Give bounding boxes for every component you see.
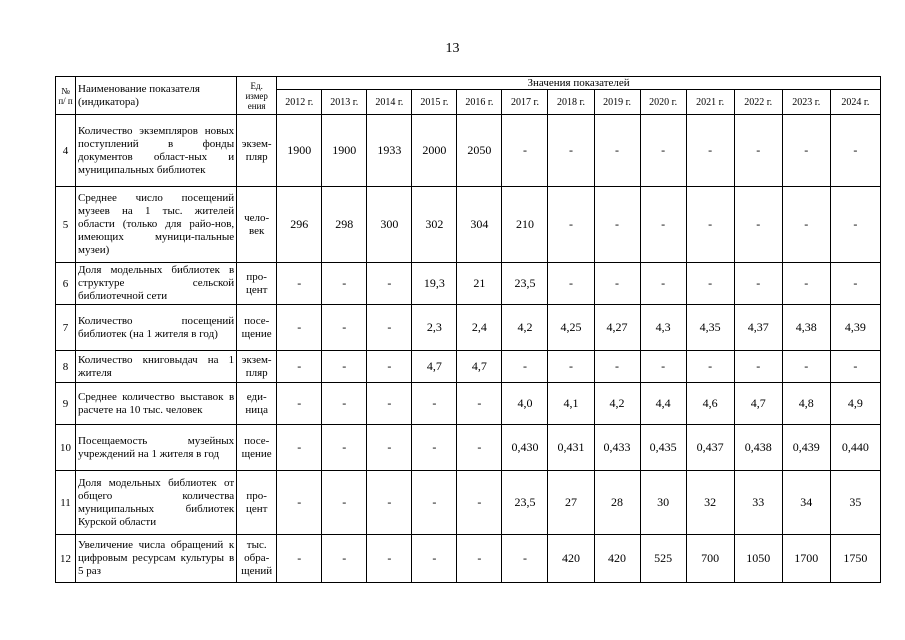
value-cell: 2050 [457, 115, 502, 187]
value-cell: 0,439 [782, 425, 830, 471]
value-cell: - [277, 383, 322, 425]
unit-cell: про-цент [237, 263, 277, 305]
value-cell: - [277, 263, 322, 305]
table-row [56, 305, 881, 351]
value-cell: - [367, 425, 412, 471]
value-cell: 4,27 [594, 305, 640, 351]
row-number: 11 [56, 471, 76, 535]
value-cell: 4,7 [734, 383, 782, 425]
value-cell: - [277, 535, 322, 583]
value-cell: 2000 [412, 115, 457, 187]
value-cell: - [548, 187, 594, 263]
value-cell: - [412, 383, 457, 425]
header-year: 2024 г. [830, 90, 880, 115]
value-cell: 0,438 [734, 425, 782, 471]
value-cell: - [277, 425, 322, 471]
value-cell: - [322, 471, 367, 535]
value-cell: 304 [457, 187, 502, 263]
value-cell: - [594, 263, 640, 305]
value-cell: - [686, 115, 734, 187]
value-cell: - [830, 351, 880, 383]
value-cell: 296 [277, 187, 322, 263]
value-cell: - [367, 383, 412, 425]
table-row [56, 115, 881, 187]
value-cell: 300 [367, 187, 412, 263]
value-cell: 21 [457, 263, 502, 305]
value-cell: - [830, 187, 880, 263]
table-header [56, 77, 881, 115]
value-cell: - [782, 187, 830, 263]
table-row [56, 351, 881, 383]
value-cell: 1750 [830, 535, 880, 583]
table-body [56, 115, 881, 583]
value-cell: - [322, 351, 367, 383]
table-row [56, 383, 881, 425]
value-cell: - [594, 351, 640, 383]
value-cell: - [640, 115, 686, 187]
value-cell: 4,4 [640, 383, 686, 425]
row-number: 7 [56, 305, 76, 351]
value-cell: 210 [502, 187, 548, 263]
value-cell: 1933 [367, 115, 412, 187]
header-year: 2012 г. [277, 90, 322, 115]
indicator-name: Посещаемость музейных учреждений на 1 жителя в год [76, 425, 237, 471]
header-year: 2023 г. [782, 90, 830, 115]
value-cell: - [457, 425, 502, 471]
value-cell: 0,440 [830, 425, 880, 471]
indicator-name: Среднее число посещений музеев на 1 тыс. жителей области (только для райо-нов, имеющих муници-пальные музеи) [76, 187, 237, 263]
value-cell: 4,37 [734, 305, 782, 351]
value-cell: 4,38 [782, 305, 830, 351]
header-year: 2015 г. [412, 90, 457, 115]
value-cell: 1900 [277, 115, 322, 187]
value-cell: 420 [594, 535, 640, 583]
value-cell: - [367, 535, 412, 583]
value-cell: - [502, 535, 548, 583]
header-year: 2019 г. [594, 90, 640, 115]
value-cell: 2,4 [457, 305, 502, 351]
value-cell: 1900 [322, 115, 367, 187]
value-cell: 4,3 [640, 305, 686, 351]
header-year: 2020 г. [640, 90, 686, 115]
value-cell: 4,25 [548, 305, 594, 351]
header-row-top [56, 77, 881, 90]
header-values: Значения показателей [277, 77, 881, 90]
table-row [56, 535, 881, 583]
indicator-name: Количество экземпляров новых поступлений в фонды документов област-ных и муниципальных библиотек [76, 115, 237, 187]
value-cell: 4,0 [502, 383, 548, 425]
table-row [56, 187, 881, 263]
value-cell: - [640, 187, 686, 263]
value-cell: - [412, 535, 457, 583]
value-cell: - [322, 263, 367, 305]
value-cell: - [367, 305, 412, 351]
value-cell: - [782, 115, 830, 187]
value-cell: - [734, 351, 782, 383]
value-cell: - [277, 351, 322, 383]
indicator-name: Количество книговыдач на 1 жителя [76, 351, 237, 383]
value-cell: - [367, 471, 412, 535]
header-unit: Ед. измер ения [237, 77, 277, 115]
value-cell: 35 [830, 471, 880, 535]
header-name: Наименование показателя (индикатора) [76, 77, 237, 115]
value-cell: 0,430 [502, 425, 548, 471]
value-cell: - [594, 115, 640, 187]
value-cell: 4,39 [830, 305, 880, 351]
value-cell: - [686, 351, 734, 383]
value-cell: 700 [686, 535, 734, 583]
unit-cell: чело-век [237, 187, 277, 263]
row-number: 6 [56, 263, 76, 305]
value-cell: - [548, 263, 594, 305]
header-year: 2013 г. [322, 90, 367, 115]
value-cell: 302 [412, 187, 457, 263]
value-cell: 525 [640, 535, 686, 583]
value-cell: - [412, 425, 457, 471]
value-cell: 420 [548, 535, 594, 583]
value-cell: 0,433 [594, 425, 640, 471]
unit-cell: тыс. обра-щений [237, 535, 277, 583]
value-cell: 23,5 [502, 471, 548, 535]
row-number: 4 [56, 115, 76, 187]
row-number: 9 [56, 383, 76, 425]
indicator-name: Количество посещений библиотек (на 1 жителя в год) [76, 305, 237, 351]
value-cell: 0,435 [640, 425, 686, 471]
table-row [56, 425, 881, 471]
value-cell: - [734, 187, 782, 263]
value-cell: 4,2 [502, 305, 548, 351]
indicators-table [55, 76, 881, 583]
value-cell: - [502, 351, 548, 383]
value-cell: - [734, 263, 782, 305]
value-cell: - [734, 115, 782, 187]
value-cell: - [782, 351, 830, 383]
unit-cell: посе-щение [237, 305, 277, 351]
value-cell: 4,1 [548, 383, 594, 425]
header-year: 2021 г. [686, 90, 734, 115]
value-cell: 2,3 [412, 305, 457, 351]
value-cell: - [412, 471, 457, 535]
header-year: 2016 г. [457, 90, 502, 115]
value-cell: 4,2 [594, 383, 640, 425]
value-cell: 4,8 [782, 383, 830, 425]
value-cell: 19,3 [412, 263, 457, 305]
value-cell: 23,5 [502, 263, 548, 305]
value-cell: - [457, 471, 502, 535]
value-cell: - [367, 351, 412, 383]
value-cell: 28 [594, 471, 640, 535]
value-cell: 27 [548, 471, 594, 535]
value-cell: 4,7 [457, 351, 502, 383]
value-cell: 1700 [782, 535, 830, 583]
value-cell: 32 [686, 471, 734, 535]
value-cell: 4,7 [412, 351, 457, 383]
value-cell: - [322, 305, 367, 351]
value-cell: - [548, 351, 594, 383]
value-cell: 4,35 [686, 305, 734, 351]
value-cell: - [640, 351, 686, 383]
header-year: 2022 г. [734, 90, 782, 115]
indicator-name: Доля модельных библиотек в структуре сельской библиотечной сети [76, 263, 237, 305]
value-cell: 4,6 [686, 383, 734, 425]
value-cell: - [277, 471, 322, 535]
value-cell: - [548, 115, 594, 187]
unit-cell: экзем-пляр [237, 115, 277, 187]
value-cell: - [830, 115, 880, 187]
row-number: 12 [56, 535, 76, 583]
value-cell: - [830, 263, 880, 305]
value-cell: 30 [640, 471, 686, 535]
value-cell: 4,9 [830, 383, 880, 425]
indicator-name: Увеличение числа обращений к цифровым ресурсам культуры в 5 раз [76, 535, 237, 583]
header-year: 2018 г. [548, 90, 594, 115]
header-year: 2017 г. [502, 90, 548, 115]
value-cell: - [457, 535, 502, 583]
value-cell: - [594, 187, 640, 263]
row-number: 10 [56, 425, 76, 471]
indicator-name: Доля модельных библиотек от общего количества муниципальных библиотек Курской области [76, 471, 237, 535]
value-cell: - [322, 535, 367, 583]
row-number: 8 [56, 351, 76, 383]
unit-cell: экзем-пляр [237, 351, 277, 383]
value-cell: - [782, 263, 830, 305]
value-cell: 0,431 [548, 425, 594, 471]
unit-cell: еди-ница [237, 383, 277, 425]
header-num: № п/ п [56, 77, 76, 115]
table-row [56, 471, 881, 535]
value-cell: 1050 [734, 535, 782, 583]
value-cell: - [322, 383, 367, 425]
table-row [56, 263, 881, 305]
value-cell: 34 [782, 471, 830, 535]
value-cell: - [640, 263, 686, 305]
value-cell: - [367, 263, 412, 305]
value-cell: - [686, 187, 734, 263]
page-number: 13 [445, 41, 460, 56]
row-number: 5 [56, 187, 76, 263]
value-cell: - [277, 305, 322, 351]
value-cell: - [686, 263, 734, 305]
value-cell: - [457, 383, 502, 425]
value-cell: 298 [322, 187, 367, 263]
value-cell: 0,437 [686, 425, 734, 471]
value-cell: 33 [734, 471, 782, 535]
indicator-name: Среднее количество выставок в расчете на 10 тыс. человек [76, 383, 237, 425]
unit-cell: про-цент [237, 471, 277, 535]
value-cell: - [322, 425, 367, 471]
unit-cell: посе-щение [237, 425, 277, 471]
header-year: 2014 г. [367, 90, 412, 115]
value-cell: - [502, 115, 548, 187]
